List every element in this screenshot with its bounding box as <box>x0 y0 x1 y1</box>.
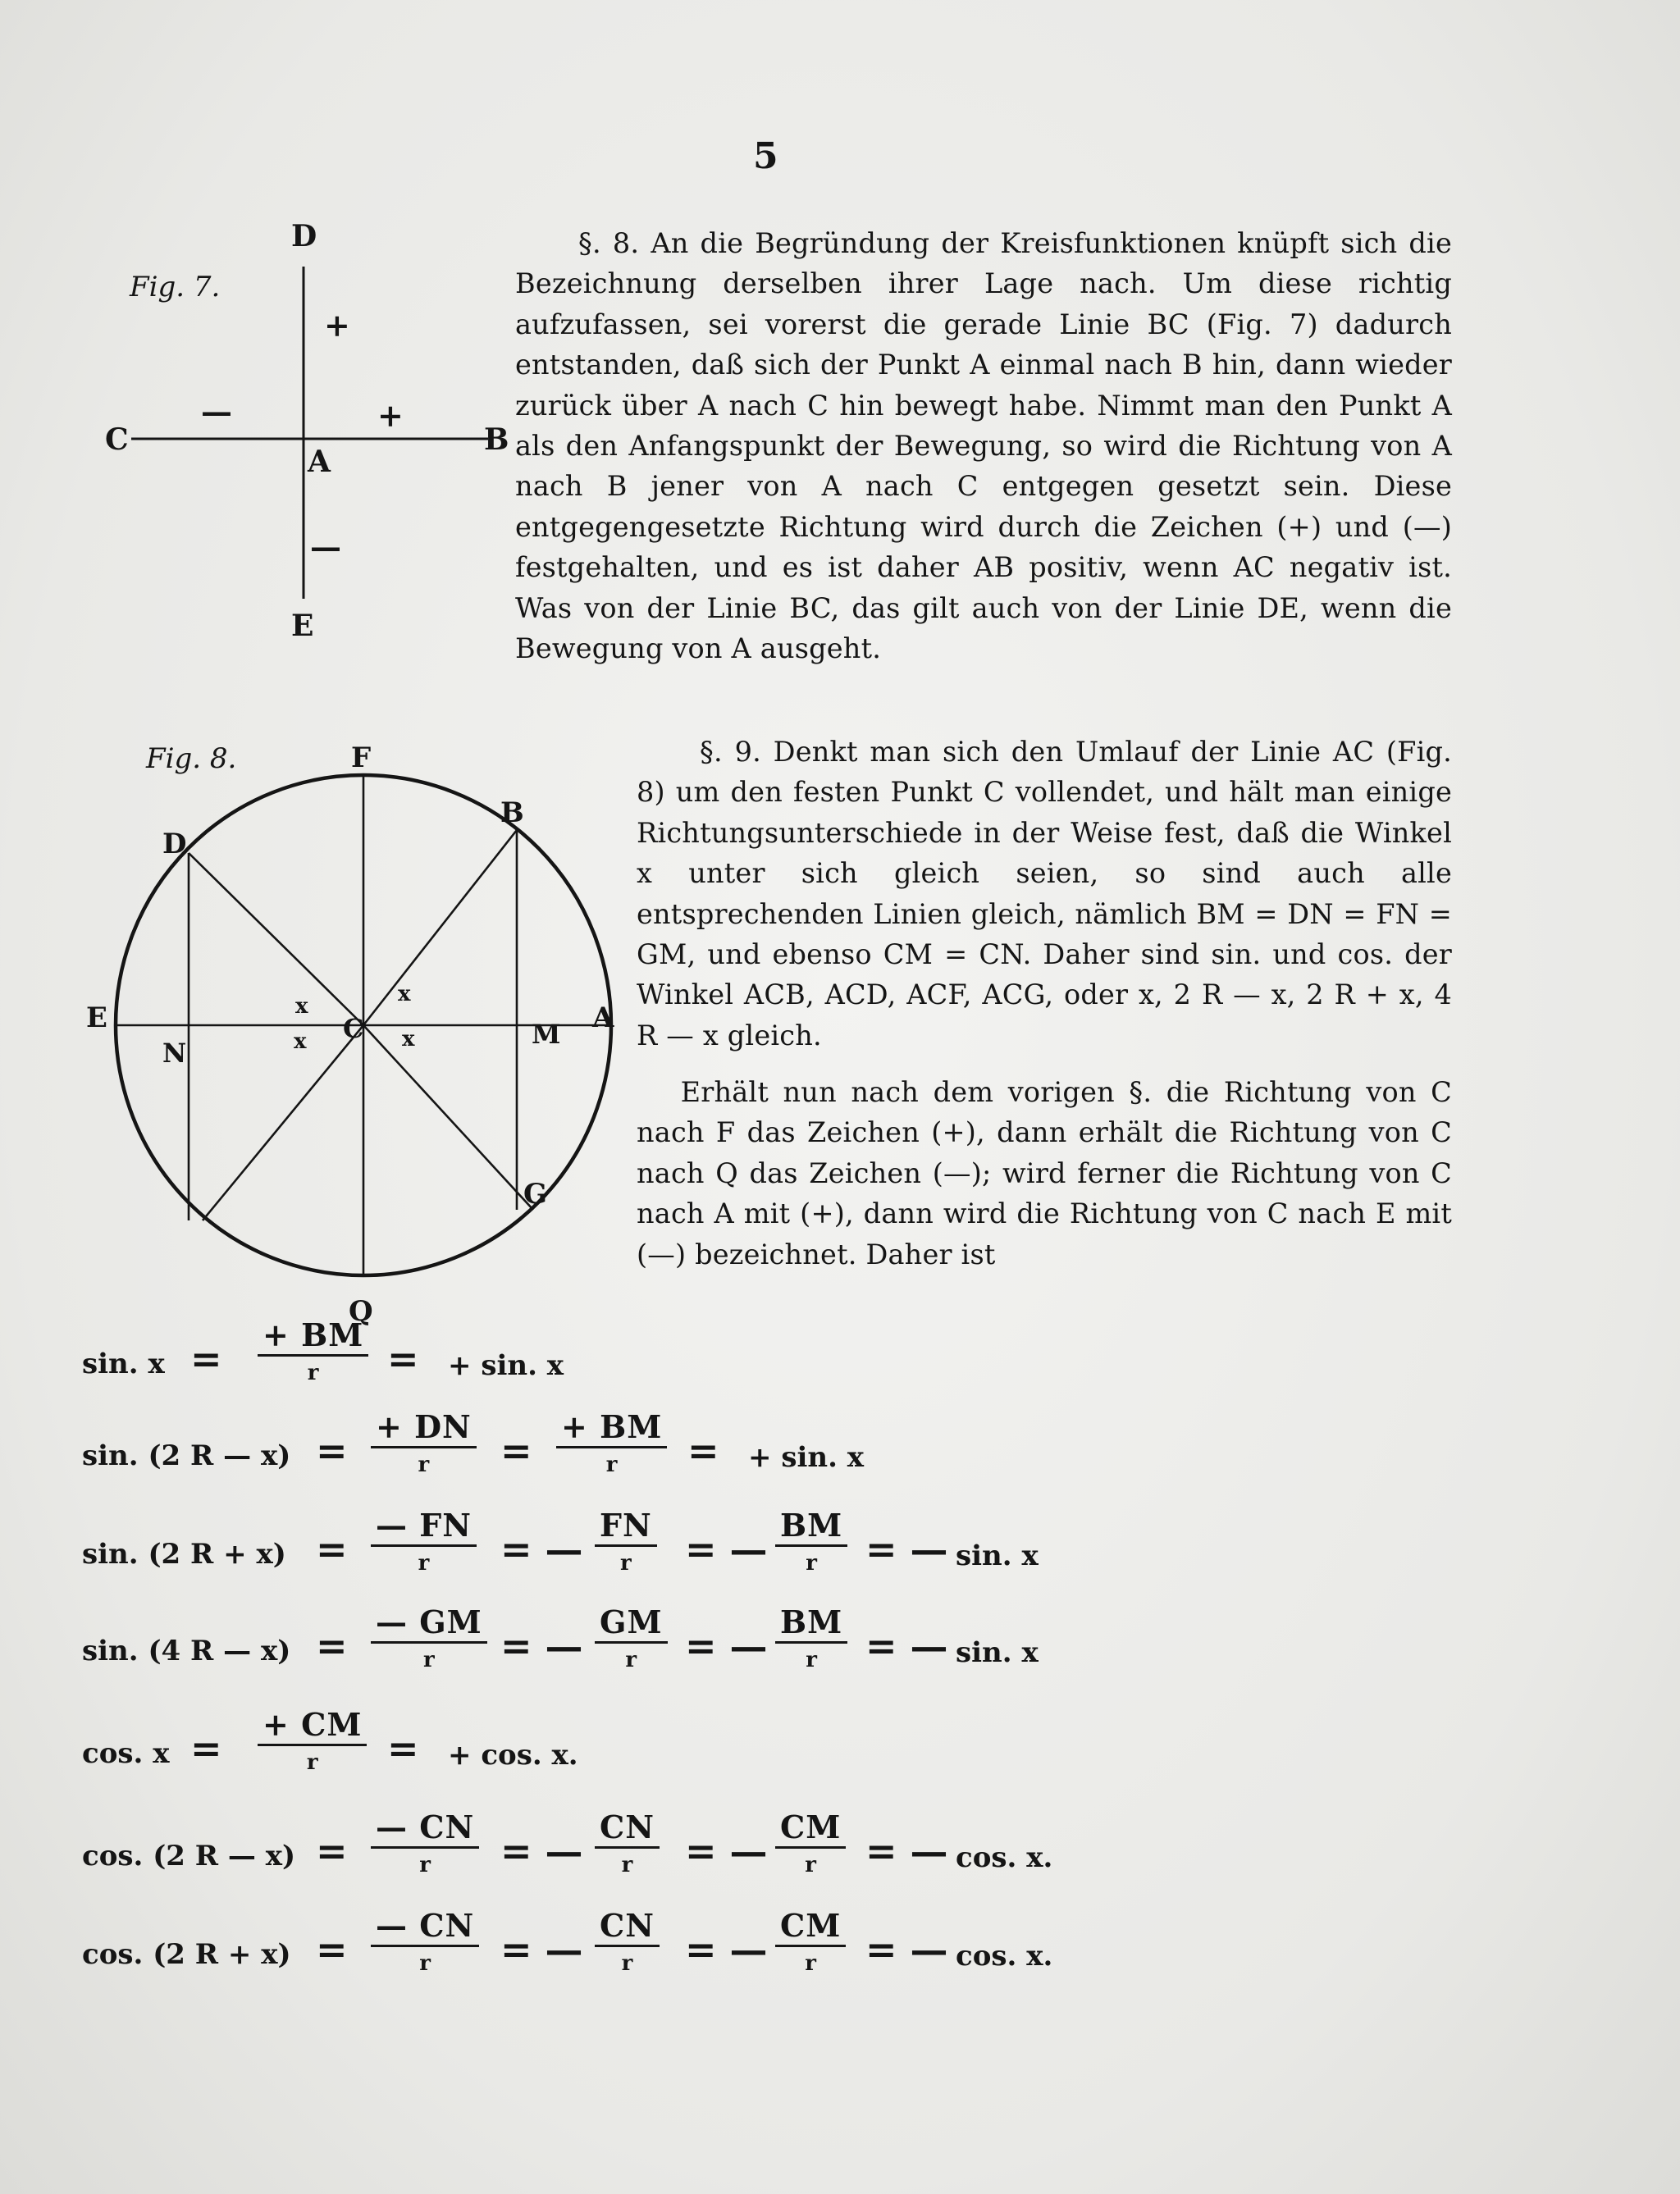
equation-fraction <box>556 1408 667 1481</box>
equation-result: + cos. x. <box>448 1739 578 1772</box>
equation-operator: = <box>500 1429 532 1473</box>
fraction-denominator: r <box>258 1354 368 1389</box>
section-9-paragraph-2 <box>637 1072 1452 1275</box>
equation-fraction <box>595 1507 657 1580</box>
fig7-sign-lower-minus: — <box>310 528 341 565</box>
fig8-angle-x-4: x <box>402 1027 415 1051</box>
equation-lhs: sin. x <box>82 1348 165 1380</box>
fig8-label-n: N <box>162 1038 187 1069</box>
equation-operator: = — <box>685 1624 768 1668</box>
equation-row <box>82 1603 1148 1694</box>
page-number: 5 <box>753 135 778 177</box>
fig8-angle-x-1: x <box>295 994 308 1019</box>
fig8-label-q: Q <box>349 1295 373 1328</box>
fig7-diagram <box>98 221 525 656</box>
fig8-line-cb <box>363 830 517 1025</box>
equation-fraction <box>371 1603 487 1676</box>
equation-result: cos. x. <box>956 1841 1053 1874</box>
fraction-numerator: — GM <box>376 1603 482 1640</box>
equation-fraction <box>371 1408 477 1481</box>
equation-lhs: cos. (2 R — x) <box>82 1840 296 1872</box>
fraction-denominator: r <box>775 1641 847 1676</box>
equation-operator: = — <box>500 1829 583 1873</box>
equation-row <box>82 1809 1148 1899</box>
equation-operator: = <box>687 1429 719 1473</box>
fig8-angle-x-2: x <box>294 1029 307 1054</box>
equation-operator: = — <box>865 1829 948 1873</box>
section-9-text: §. 9. Denkt man sich den Umlauf der Linie AC (Fig. 8) um den festen Punkt C vollendet, und hält man einige Richtungsunterschiede in der Weise fest, daß die Winkel x unter sich gleich seien, so sind auch alle entsprechenden Linien gleich, nämlich BM = DN = FN = GM, und ebenso CM = CN. Daher sind sin. und cos. der Winkel ACB, ACD, ACF, ACG, oder x, 2 R — x, 2 R + x, 4 R — x gleich. <box>637 736 1452 1051</box>
fig8-angle-x-3: x <box>398 982 411 1006</box>
equation-fraction <box>258 1706 367 1779</box>
fig8-label-f: F <box>351 741 372 774</box>
fraction-denominator: r <box>371 1846 479 1882</box>
fraction-denominator: r <box>371 1945 479 1980</box>
section-8-paragraph <box>515 223 1452 668</box>
equation-fraction <box>595 1603 668 1676</box>
equation-fraction <box>595 1907 660 1980</box>
fraction-numerator: FN <box>600 1507 652 1544</box>
fraction-denominator: r <box>775 1846 846 1882</box>
equation-operator: = <box>387 1726 419 1771</box>
section-9-text-2: Erhält nun nach dem vorigen §. die Richtung von C nach F das Zeichen (+), dann erhält die Richtung von C nach Q das Zeichen (—); wird ferner die Richtung von C nach A mit (+), dann wird die Richtung von C nach E mit (—) bezeichnet. Daher ist <box>637 1076 1452 1270</box>
equation-result: sin. x <box>956 1636 1039 1669</box>
fig7-label: Fig. 7. <box>130 271 221 303</box>
equation-operator: = <box>387 1337 419 1381</box>
fig8-label-m: M <box>532 1019 561 1050</box>
section-8-text: §. 8. An die Begründung der Kreisfunktionen knüpft sich die Bezeichnung derselben ihrer Lage nach. Um diese richtig aufzufassen, sei vorerst die gerade Linie BC (Fig. 7) dadurch entstanden, daß sich der Punkt A einmal nach B hin, dann wieder zurück über A nach C hin bewegt habe. Nimmt man den Punkt A als den Anfangspunkt der Bewegung, so wird die Richtung von A nach B jener von A nach C entgegen gesetzt sein. Diese entgegengesetzte Richtung wird durch die Zeichen (+) und (—) festgehalten, und es ist daher AB positiv, wenn AC negativ ist. Was von der Linie BC, das gilt auch von der Linie DE, wenn die Bewegung von A ausgeht. <box>515 227 1452 665</box>
equation-operator: = — <box>500 1527 583 1571</box>
equation-operator: = <box>316 1527 348 1571</box>
fraction-numerator: + DN <box>376 1408 472 1445</box>
fig8-label-b: B <box>500 796 524 829</box>
equation-operator: = <box>316 1624 348 1668</box>
fraction-denominator: r <box>595 1544 657 1580</box>
fraction-numerator: CM <box>780 1809 842 1845</box>
equation-operator: = <box>190 1337 222 1381</box>
fig8-diagram <box>82 730 640 1328</box>
fig7-sign-left-minus: — <box>201 393 232 430</box>
equation-row <box>82 1408 1148 1498</box>
fraction-numerator: + CM <box>262 1706 363 1743</box>
equation-fraction <box>371 1809 479 1882</box>
fraction-numerator: CN <box>600 1809 655 1845</box>
equation-operator: = — <box>865 1527 948 1571</box>
equation-operator: = <box>190 1726 222 1771</box>
equation-fraction <box>775 1809 846 1882</box>
fraction-denominator: r <box>595 1641 668 1676</box>
equation-row <box>82 1706 1148 1796</box>
fig8-label-d: D <box>162 828 187 860</box>
fraction-numerator: GM <box>600 1603 663 1640</box>
equation-fraction <box>258 1316 368 1389</box>
fig8-label-c: C <box>343 1013 364 1044</box>
fraction-denominator: r <box>595 1945 660 1980</box>
fraction-denominator: r <box>371 1446 477 1481</box>
fig7-label-a: A <box>308 445 331 479</box>
fraction-denominator: r <box>371 1641 487 1676</box>
equation-lhs: sin. (2 R + x) <box>82 1538 286 1571</box>
equation-row <box>82 1507 1148 1597</box>
equation-fraction <box>371 1507 477 1580</box>
fraction-denominator: r <box>371 1544 477 1580</box>
fraction-denominator: r <box>775 1945 846 1980</box>
fig8-label: Fig. 8. <box>146 742 237 775</box>
fraction-numerator: BM <box>780 1603 843 1640</box>
equation-operator: = — <box>500 1927 583 1972</box>
equation-result: cos. x. <box>956 1940 1053 1973</box>
equation-operator: = <box>316 1829 348 1873</box>
equation-lhs: sin. (2 R — x) <box>82 1439 291 1472</box>
fig8-label-e: E <box>86 1001 107 1034</box>
equation-result: sin. x <box>956 1539 1039 1572</box>
equation-fraction <box>775 1603 847 1676</box>
equation-result: + sin. x <box>748 1441 865 1474</box>
fig8-label-g: G <box>523 1178 548 1211</box>
fraction-numerator: CN <box>600 1907 655 1944</box>
equation-result: + sin. x <box>448 1349 564 1382</box>
fig8-line-cg <box>363 1025 533 1210</box>
equation-operator: = — <box>865 1927 948 1972</box>
equation-lhs: cos. (2 R + x) <box>82 1938 291 1971</box>
equation-operator: = — <box>500 1624 583 1668</box>
fig8-line-cf2 <box>203 1025 363 1220</box>
equation-operator: = — <box>685 1829 768 1873</box>
fraction-denominator: r <box>258 1744 367 1779</box>
fig8-label-a: A <box>592 1001 614 1034</box>
equation-operator: = <box>316 1429 348 1473</box>
fig8-line-cd <box>189 853 363 1025</box>
fraction-denominator: r <box>556 1446 667 1481</box>
fig7-label-b: B <box>484 422 509 457</box>
fraction-numerator: — CN <box>376 1809 475 1845</box>
fraction-denominator: r <box>775 1544 847 1580</box>
equation-lhs: cos. x <box>82 1737 170 1770</box>
fig7-label-c: C <box>105 422 129 457</box>
equation-operator: = — <box>685 1927 768 1972</box>
equation-fraction <box>371 1907 479 1980</box>
fraction-numerator: BM <box>780 1507 843 1544</box>
section-9-paragraph <box>637 732 1452 1056</box>
equation-fraction <box>595 1809 660 1882</box>
fig7-label-d: D <box>291 219 317 253</box>
equation-operator: = — <box>685 1527 768 1571</box>
equation-operator: = <box>316 1927 348 1972</box>
equation-fraction <box>775 1907 846 1980</box>
equation-fraction <box>775 1507 847 1580</box>
fig7-label-e: E <box>291 609 314 643</box>
fraction-numerator: — FN <box>376 1507 472 1544</box>
fraction-numerator: + BM <box>262 1316 364 1353</box>
fraction-denominator: r <box>595 1846 660 1882</box>
fraction-numerator: + BM <box>561 1408 663 1445</box>
fig7-sign-upper-plus: + <box>324 307 350 344</box>
equation-row <box>82 1907 1148 1997</box>
equation-row <box>82 1316 1148 1407</box>
fraction-numerator: — CN <box>376 1907 475 1944</box>
fraction-numerator: CM <box>780 1907 842 1944</box>
fig7-sign-right-plus: + <box>377 397 404 434</box>
equation-lhs: sin. (4 R — x) <box>82 1635 291 1667</box>
equation-operator: = — <box>865 1624 948 1668</box>
